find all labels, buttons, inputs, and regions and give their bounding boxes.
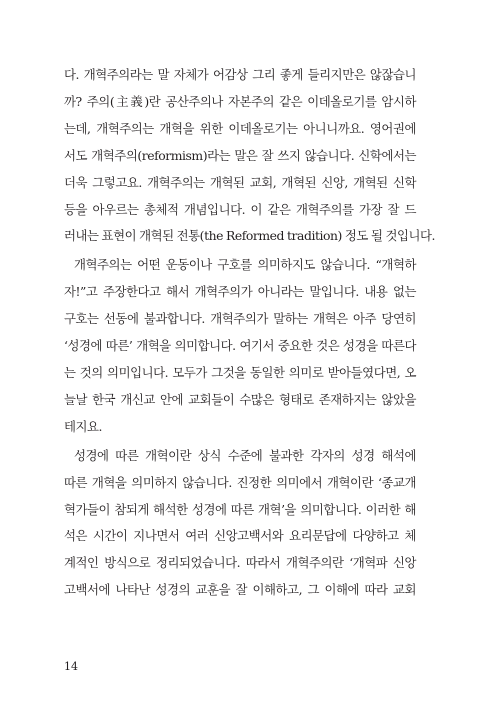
text-line: 개혁주의는 어떤 운동이나 구호를 의미하지도 않습니다. “개혁하	[74, 257, 416, 273]
text-line: 계적인 방식으로 정리되었습니다. 따라서 개혁주의란 ‘개혁파 신앙	[64, 555, 416, 571]
text-line: 혁가들이 참되게 해석한 성경에 따른 개혁’을 의미합니다. 이러한 해	[64, 501, 416, 517]
body-text	[64, 62, 436, 604]
text-line: 성경에 따른 개혁이란 상식 수준에 불과한 각자의 성경 해석에	[74, 447, 416, 463]
text-line: 서도 개혁주의(reformism)라는 말은 잘 쓰지 않습니다. 신학에서는	[64, 147, 416, 163]
text-line: 는 것의 의미입니다. 모두가 그것을 동일한 의미로 받아들였다면, 오	[64, 364, 416, 380]
paragraph-2	[64, 252, 416, 440]
paragraph-3	[64, 443, 416, 604]
text-line: 자!”고 주장한다고 해서 개혁주의가 아니라는 말입니다. 내용 없는	[64, 284, 416, 300]
text-line: 등을 아우르는 총체적 개념입니다. 이 같은 개혁주의를 가장 잘 드	[64, 201, 416, 217]
text-line: 까? 주의(主義)란 공산주의나 자본주의 같은 이데올로기를 암시하	[64, 93, 416, 109]
text-line: 고백서에 나타난 성경의 교훈을 잘 이해하고, 그 이해에 따라 교회	[64, 582, 416, 598]
text-line: 따른 개혁을 의미하지 않습니다. 진정한 의미에서 개혁이란 ‘종교개	[64, 474, 416, 490]
text-line: 는데, 개혁주의는 개혁을 위한 이데올로기는 아니니까요. 영어권에	[64, 120, 416, 136]
text-line: ‘성경에 따른’ 개혁을 의미합니다. 여기서 중요한 것은 성경을 따른다	[64, 338, 416, 354]
paragraph-1	[64, 62, 436, 250]
text-line: 다. 개혁주의라는 말 자체가 어감상 그리 좋게 들리지만은 않잖습니	[64, 67, 416, 82]
text-line: 더욱 그렇고요. 개혁주의는 개혁된 교회, 개혁된 신앙, 개혁된 신학	[64, 174, 416, 190]
text-line: 러내는 표현이 개혁된 전통(the Reformed tradition) 정도 될 것입니다.	[64, 228, 436, 244]
text-line: 구호는 선동에 불과합니다. 개혁주의가 말하는 개혁은 아주 당연히	[64, 311, 416, 327]
page-number: 14	[64, 660, 78, 673]
text-line: 늘날 한국 개신교 안에 교회들이 수많은 형태로 존재하지는 않았을	[64, 391, 416, 407]
text-line: 테지요.	[64, 418, 103, 434]
text-line: 석은 시간이 지나면서 여러 신앙고백서와 요리문답에 다양하고 체	[64, 528, 416, 544]
